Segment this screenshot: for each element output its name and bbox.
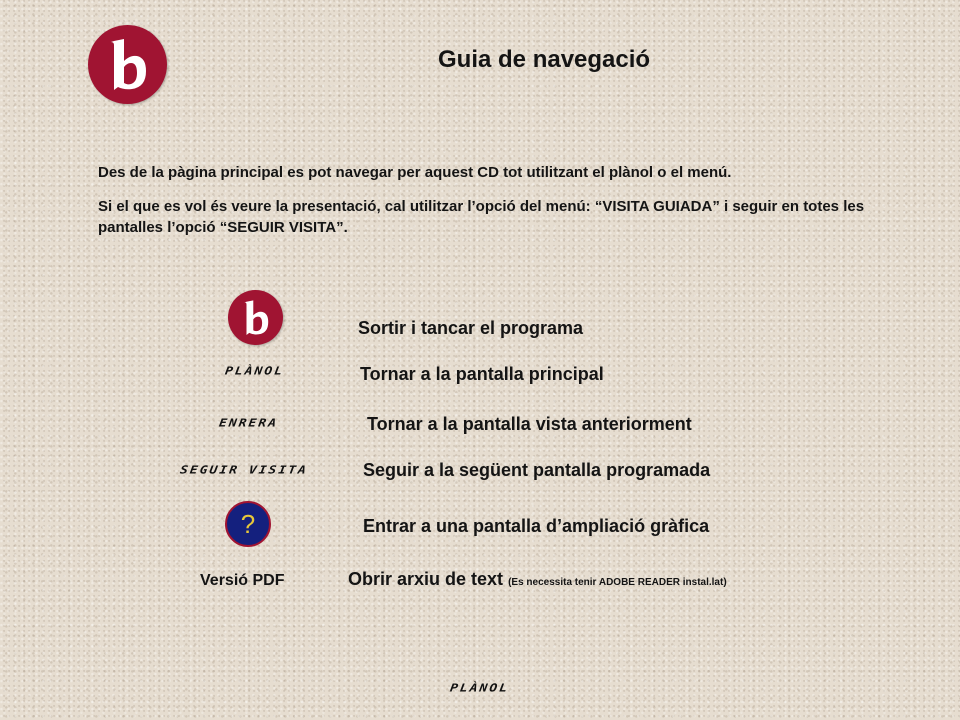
enrera-description: Tornar a la pantalla vista anteriorment [367,414,692,434]
question-icon: ? [225,501,271,547]
help-description: Entrar a una pantalla d’ampliació gràfica [363,516,710,536]
intro-paragraph-1: Des de la pàgina principal es pot navegar per aquest CD tot utilitzant el plànol o el menú. [98,164,732,181]
seguir-visita-label: SEGUIR VISITA [179,464,309,477]
footer-planol-button[interactable]: PLÀNOL [449,682,510,695]
planol-label: PLÀNOL [224,365,285,378]
planol-description: Tornar a la pantalla principal [360,364,604,384]
pdf-note: (Es necessita tenir ADOBE READER instal.lat) [508,577,727,588]
exit-logo-icon [228,290,283,345]
seguir-description: Seguir a la següent pantalla programada [363,460,711,480]
pdf-label: Versió PDF [200,572,285,589]
enrera-label: ENRERA [218,417,279,430]
header-logo-icon [88,25,167,104]
pdf-description [348,569,727,590]
exit-description: Sortir i tancar el programa [358,318,584,338]
page-title: Guia de navegació [438,46,651,73]
pdf-description-text: Obrir arxiu de text [348,569,504,589]
intro-paragraph-2: Si el que es vol és veure la presentació, cal utilitzar l’opció del menú: “VISITA GUIADA” i seguir en totes les pantalles l’opció “SEGUIR VISITA”. [98,198,865,236]
